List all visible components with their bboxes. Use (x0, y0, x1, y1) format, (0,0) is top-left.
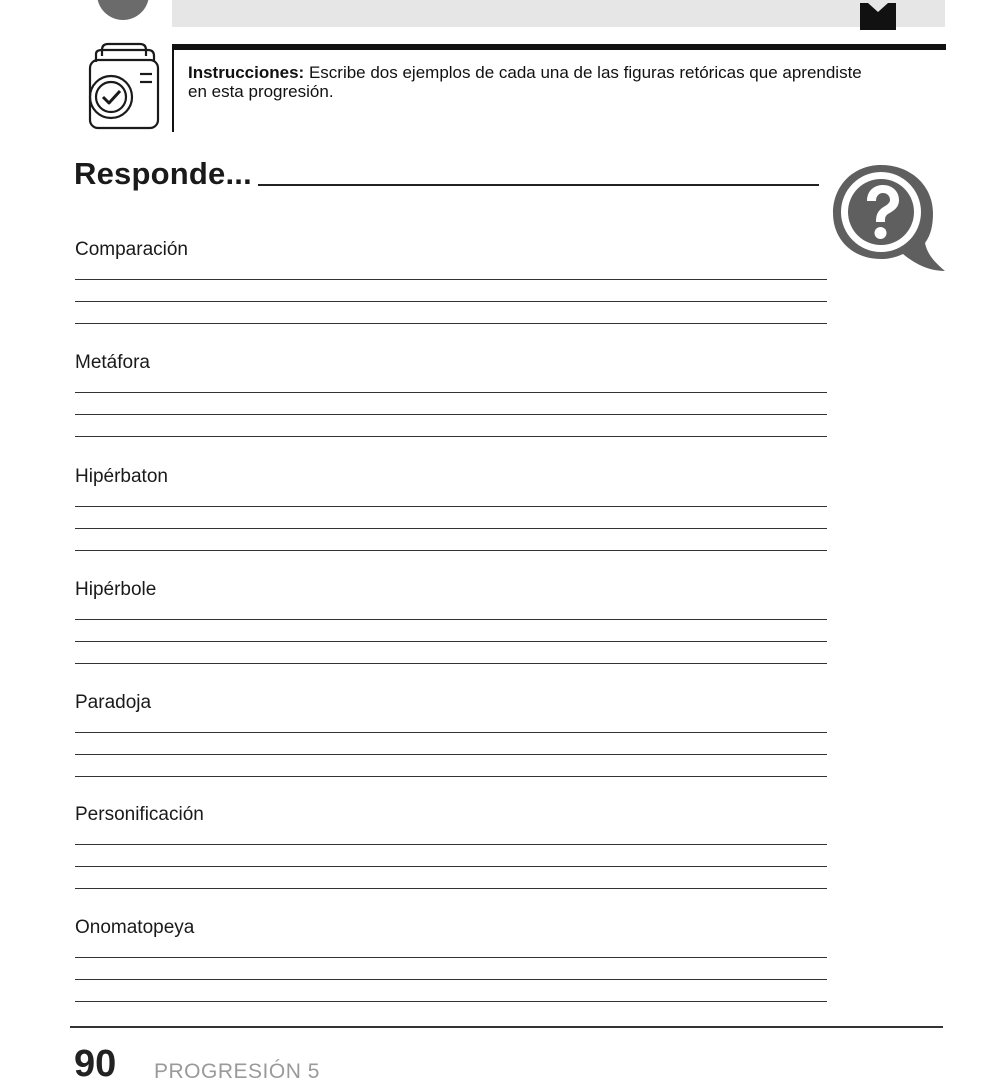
bookmark-icon (860, 3, 896, 30)
book-check-icon (78, 40, 162, 132)
instructions-label: Instrucciones: (188, 63, 305, 82)
section-label-hiperbaton: Hipérbaton (75, 466, 168, 487)
answer-line[interactable] (75, 301, 827, 302)
header-band (172, 0, 945, 27)
section-label-paradoja: Paradoja (75, 692, 152, 713)
answer-line[interactable] (75, 528, 827, 529)
section-label-comparacion: Comparación (75, 239, 188, 260)
section-label-hiperbole: Hipérbole (75, 579, 157, 600)
instructions-body-line2: en esta progresión. (188, 82, 334, 101)
answer-line[interactable] (75, 323, 827, 324)
instructions-body: Escribe dos ejemplos de cada una de las figuras retóricas que aprendiste (308, 63, 862, 82)
answer-line[interactable] (75, 619, 827, 620)
instructions-rule (172, 44, 946, 50)
answer-line[interactable] (75, 754, 827, 755)
footer-rule (70, 1026, 943, 1028)
heading-rule (258, 184, 819, 186)
answer-line[interactable] (75, 957, 827, 958)
answer-line[interactable] (75, 979, 827, 980)
answer-line[interactable] (75, 414, 827, 415)
section-label-metafora: Metáfora (75, 352, 150, 373)
header-circle (97, 0, 149, 20)
answer-line[interactable] (75, 641, 827, 642)
page-number: 90 (74, 1043, 117, 1085)
instructions-text (188, 63, 948, 101)
answer-line[interactable] (75, 436, 827, 437)
answer-line[interactable] (75, 776, 827, 777)
answer-line[interactable] (75, 392, 827, 393)
instructions-divider (172, 44, 174, 132)
section-label-personificacion: Personificación (75, 804, 204, 825)
answer-line[interactable] (75, 550, 827, 551)
answer-line[interactable] (75, 888, 827, 889)
answer-line[interactable] (75, 732, 827, 733)
section-label-onomatopeya: Onomatopeya (75, 917, 195, 938)
progression-label: PROGRESIÓN 5 (154, 1060, 320, 1083)
answer-line[interactable] (75, 866, 827, 867)
answer-line[interactable] (75, 1001, 827, 1002)
answer-line[interactable] (75, 279, 827, 280)
answer-line[interactable] (75, 663, 827, 664)
answer-line[interactable] (75, 506, 827, 507)
question-bubble-icon (829, 161, 947, 276)
section-heading: Responde... (74, 156, 252, 191)
answer-line[interactable] (75, 844, 827, 845)
